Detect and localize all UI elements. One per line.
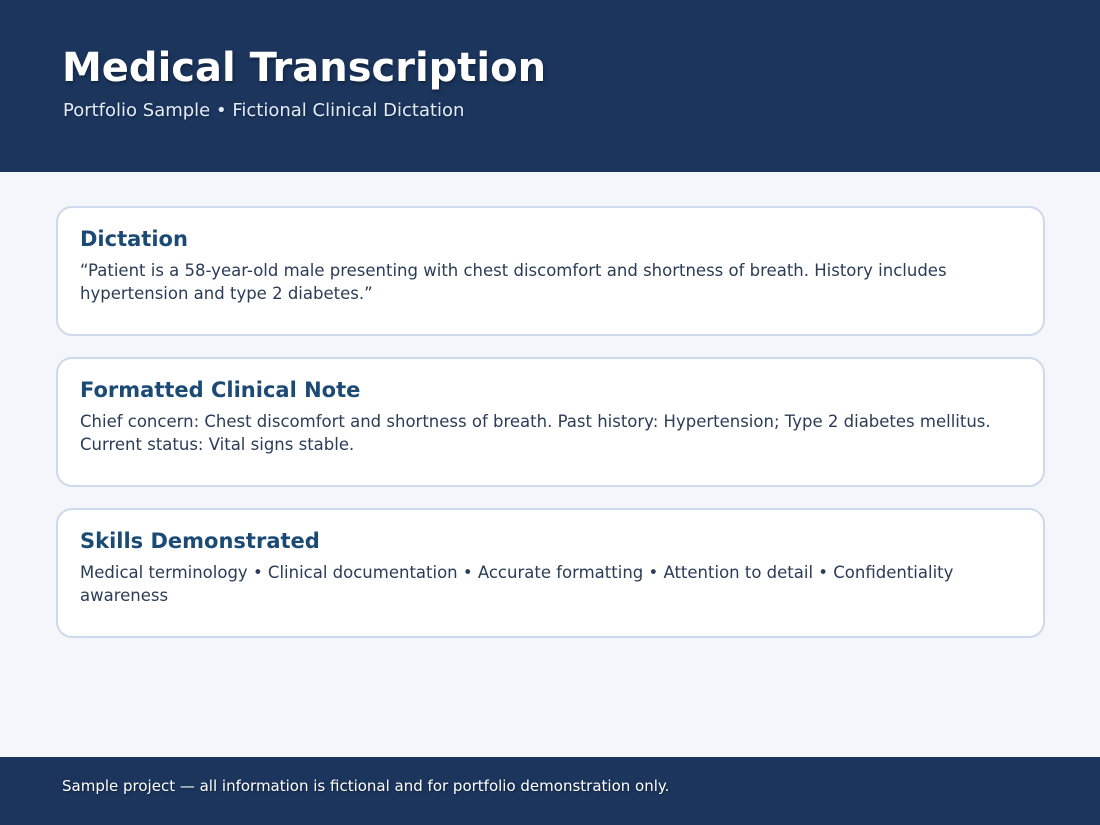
page-header xyxy=(0,0,1100,172)
skills-card xyxy=(56,508,1045,638)
page-subtitle: Portfolio Sample • Fictional Clinical Dictation xyxy=(63,100,465,121)
footer-disclaimer: Sample project — all information is fictional and for portfolio demonstration only. xyxy=(62,777,670,795)
clinical-note-text: Chief concern: Chest discomfort and shortness of breath. Past history: Hypertension; Type 2 diabetes mellitus. Current status: Vital signs stable. xyxy=(80,412,991,454)
dictation-text: “Patient is a 58-year-old male presenting with chest discomfort and shortness of breath. History includes hypertension and type 2 diabetes.” xyxy=(80,261,947,303)
page-footer xyxy=(0,757,1100,825)
dictation-title: Dictation xyxy=(80,227,188,251)
page-title: Medical Transcription xyxy=(62,45,547,91)
dictation-card xyxy=(56,206,1045,336)
main-content xyxy=(0,172,1100,757)
clinical-note-title: Formatted Clinical Note xyxy=(80,378,361,402)
skills-title: Skills Demonstrated xyxy=(80,529,320,553)
skills-text: Medical terminology • Clinical documentation • Accurate formatting • Attention to detail • Confidentiality awareness xyxy=(80,563,954,605)
clinical-note-card xyxy=(56,357,1045,487)
